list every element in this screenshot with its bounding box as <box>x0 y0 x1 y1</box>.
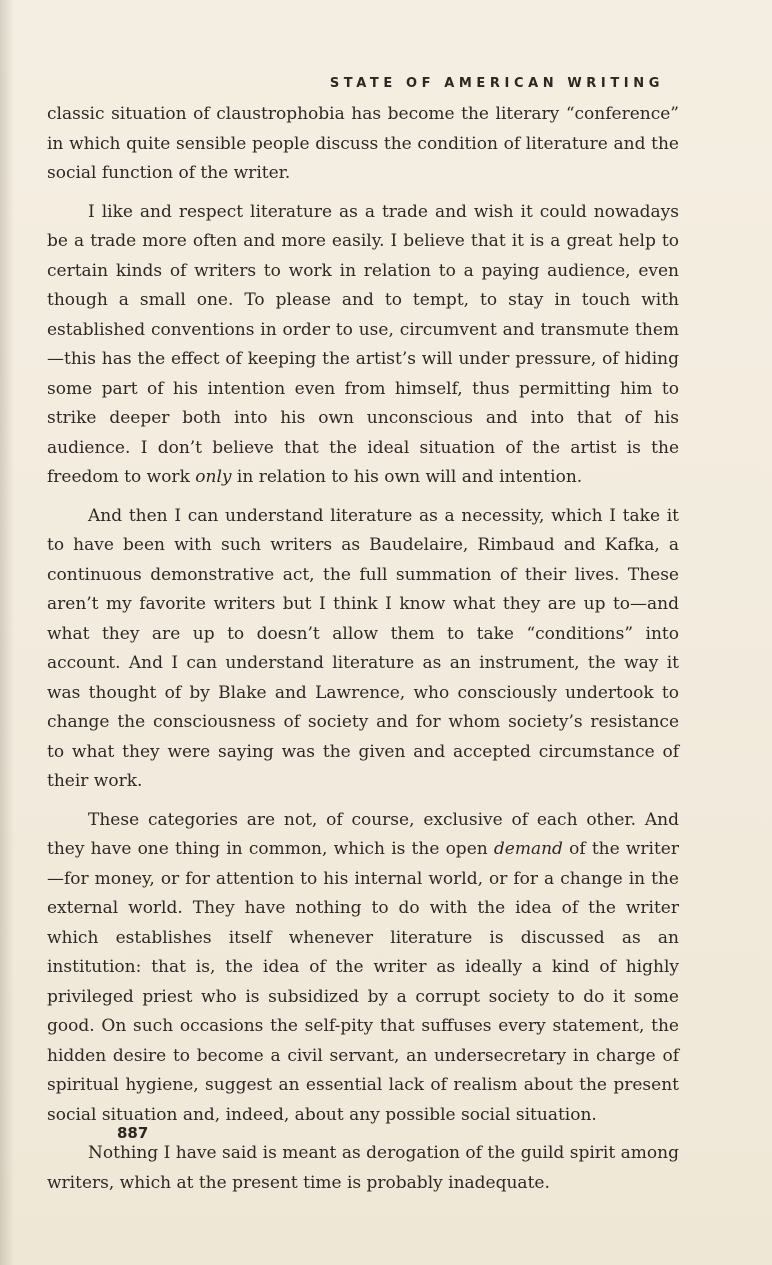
paragraph <box>47 806 679 1131</box>
paragraph <box>47 1139 679 1198</box>
text-run: classic situation of claustrophobia has become the literary “conference” in which quite sensible people discuss the condition of literature and the social function of the writer. <box>47 104 679 183</box>
body-text <box>47 100 679 1198</box>
text-run: Nothing I have said is meant as derogation of the guild spirit among writers, which at the present time is probably inadequate. <box>47 1143 679 1193</box>
text-run: of the writer—for money, or for attention to his internal world, or for a change in the external world. They have nothing to do with the idea of the writer which establishes itself whenever literature is discussed as an institution: that is, the idea of the writer as ideally a kind of highly privileged priest who is subsidized by a corrupt society to do it some good. On such occasions the self-pity that suffuses every statement, the hidden desire to become a civil servant, an undersecretary in charge of spiritual hygiene, suggest an essential lack of realism about the present social situation and, indeed, about any possible social situation. <box>47 839 679 1125</box>
page-gutter-shadow <box>0 0 14 1265</box>
italic-text: only <box>195 467 232 487</box>
text-run: I like and respect literature as a trade and wish it could nowadays be a trade more often and more easily. I believe that it is a great help to certain kinds of writers to work in relation to a paying audience, even though a small one. To please and to tempt, to stay in touch with established conventions in order to use, circumvent and transmute them—this has the effect of keeping the artist’s will under pressure, of hiding some part of his intention even from himself, thus permitting him to strike deeper both into his own unconscious and into that of his audience. I don’t believe that the ideal situation of the artist is the freedom to work <box>47 201 679 487</box>
text-run: These categories are not, of course, exclusive of each other. And they have one thing in common, which is the open <box>47 809 679 859</box>
paragraph <box>47 198 679 493</box>
running-head: STATE OF AMERICAN WRITING <box>329 76 664 91</box>
text-run: And then I can understand literature as a necessity, which I take it to have been with such writers as Baudelaire, Rimbaud and Kafka, a continuous demonstrative act, the full summation of their lives. These aren’t my favorite writers but I think I know what they are up to—and what they are up to doesn’t allow them to take “conditions” into account. And I can understand literature as an instrument, the way it was thought of by Blake and Lawrence, who consciously undertook to change the consciousness of society and for whom society’s resistance to what they were saying was the given and accepted circumstance of their work. <box>47 505 679 791</box>
paragraph <box>47 100 679 189</box>
page-number: 887 <box>117 1124 149 1142</box>
italic-text: demand <box>493 839 563 859</box>
text-run: in relation to his own will and intention. <box>231 467 583 487</box>
paragraph <box>47 502 679 797</box>
